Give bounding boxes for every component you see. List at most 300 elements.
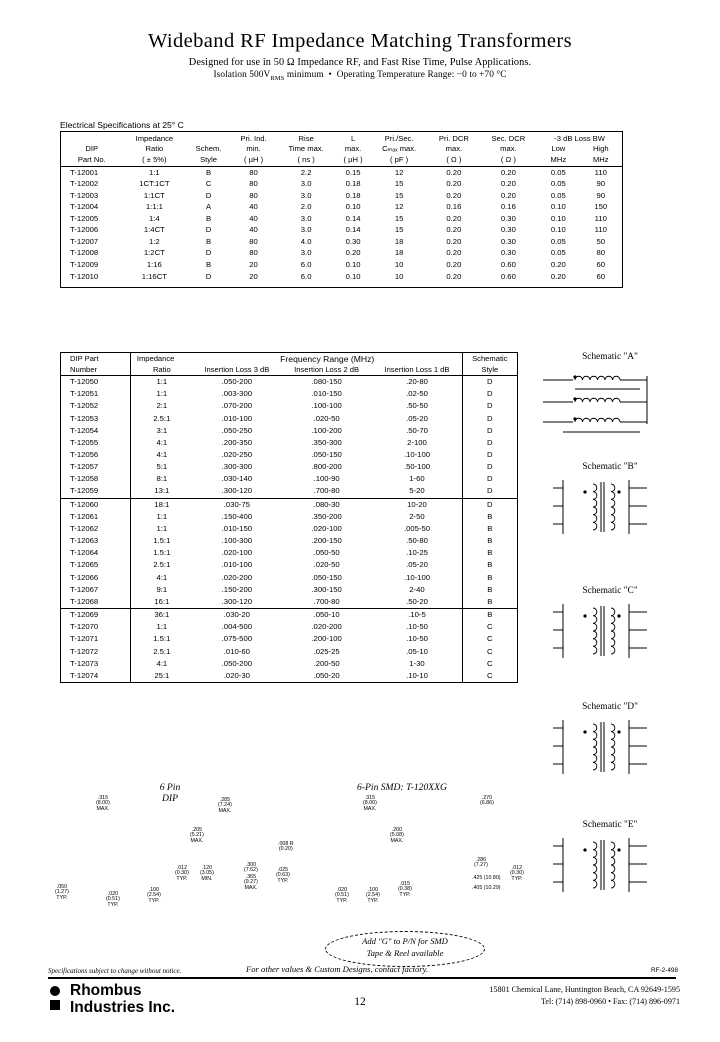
th-l3-6: ( pF ) [370, 155, 428, 167]
table-row [61, 271, 622, 283]
schematic-block-c [535, 586, 685, 670]
cell-value: 25:1 [130, 670, 192, 682]
cell-value: .700-80 [313, 596, 340, 606]
cell-value: .05-10 [406, 646, 428, 656]
cell-value: 1:1 [130, 621, 192, 633]
cell-part-number: T-12069 [61, 609, 130, 622]
dimension-dip-body-w: .285 (7.24) MAX. [218, 797, 232, 814]
table-row [61, 437, 517, 449]
table-row [61, 584, 517, 596]
table-row [61, 547, 517, 559]
dimension-dip-width: .315 (8.00) MAX. [96, 795, 110, 812]
cell-value: .300-300 [221, 462, 253, 472]
page-number: 12 [354, 996, 366, 1008]
cell-value: 80 [249, 167, 258, 177]
cell-value: 4:1 [130, 437, 192, 449]
cell-value: D [462, 486, 517, 499]
cell-value: 8:1 [130, 473, 192, 485]
th2-pn-1: DIP Part [70, 354, 99, 364]
cell-part-number: T-12070 [70, 622, 99, 632]
cell-value: 1.5:1 [130, 535, 192, 547]
cell-value: 3.0 [300, 213, 312, 223]
th-l1-3: Pri. Ind. [240, 134, 267, 143]
table-row [61, 658, 517, 670]
cell-value: .10-50 [406, 622, 428, 632]
schematic-block-d [535, 702, 685, 786]
cell-value: .05-20 [406, 413, 428, 423]
cell-value: 0.20 [446, 190, 462, 200]
callout-line1: Add "G" to P/N for SMD [362, 936, 448, 946]
cell-part-number: T-12066 [70, 572, 99, 582]
cell-part-number: T-12065 [70, 560, 99, 570]
th-l2-6: Cₘₐₓ max. [382, 144, 417, 154]
cell-value: .700-80 [313, 486, 340, 496]
cell-value: .10-100 [403, 572, 431, 582]
table-row [61, 461, 517, 473]
cell-value: .50-50 [406, 401, 428, 411]
frequency-range-table [60, 352, 518, 683]
cell-value: D [462, 388, 517, 400]
cell-value: 4:1 [130, 658, 192, 670]
company-address [489, 984, 680, 1007]
dimension-dip-pitch: .100 (2.54) TYP. [147, 887, 161, 904]
cell-part-number: T-12005 [70, 213, 99, 223]
cell-value: .080-150 [311, 377, 342, 387]
table-row [61, 634, 517, 646]
cell-value: .100-90 [313, 474, 340, 484]
cell-value: 110 [594, 167, 607, 177]
table-row [61, 225, 622, 237]
cell-value: D [462, 413, 517, 425]
cell-value: .800-200 [311, 462, 342, 472]
th-l2-8: max. [500, 144, 517, 154]
th-l1-2 [186, 134, 231, 144]
cell-value: .050-200 [221, 377, 253, 387]
table-row [61, 498, 517, 511]
cell-part-number: T-12059 [70, 486, 99, 496]
cell-value: 0.20 [345, 248, 361, 258]
cell-value: .200-150 [311, 536, 342, 546]
cell-value: .10-100 [403, 450, 431, 459]
cell-value: 0.30 [500, 213, 516, 223]
cell-value: .020-50 [313, 560, 340, 570]
cell-value: B [462, 596, 517, 609]
dimension-smd-depth: .270 (6.86) [480, 795, 494, 807]
cell-value: .50-80 [406, 536, 428, 546]
cell-value: 0.14 [345, 213, 361, 223]
company-name-line1: Rhombus [70, 982, 142, 999]
th-l2-1: Ratio [145, 144, 164, 154]
cell-value: 1-60 [409, 474, 425, 484]
table-row [61, 486, 517, 499]
smd-drawing-title: 6-Pin SMD: T-120XXG [357, 782, 447, 793]
cell-value: 2-50 [409, 511, 425, 521]
table-row [61, 535, 517, 547]
cell-value: B [462, 560, 517, 572]
cell-part-number: T-12072 [70, 646, 99, 656]
cell-value: 0.20 [446, 225, 462, 235]
cell-value: .003-300 [221, 389, 253, 399]
table1-body [61, 166, 622, 282]
cell-value: 0.20 [500, 190, 516, 200]
th2-ratio-1: Impedance [130, 353, 192, 365]
th-l1-5: L [350, 134, 356, 143]
schematic-label: Schematic "B" [582, 462, 638, 472]
cell-value: 1-30 [409, 658, 425, 668]
th-l3-7: ( Ω ) [428, 155, 479, 167]
cell-value: 0.60 [500, 271, 516, 281]
cell-value: 110 [594, 225, 607, 235]
cell-value: .100-200 [311, 425, 342, 435]
cell-part-number: T-12074 [70, 670, 99, 680]
th-l3-9: MHz [537, 155, 579, 167]
address-line1: 15801 Chemical Lane, Huntington Beach, CA 92649-1595 [489, 985, 680, 994]
th-l1-7: Pri. DCR [438, 134, 469, 143]
cell-value: 36:1 [130, 609, 192, 622]
cell-value: 80 [249, 179, 258, 189]
cell-value: B [462, 511, 517, 523]
dimension-smd-height: .200 (5.08) MAX. [390, 827, 404, 844]
cell-value: D [462, 425, 517, 437]
cell-value: 5:1 [130, 461, 192, 473]
cell-value: .030-20 [193, 609, 281, 622]
cell-value: 6.0 [300, 271, 312, 281]
cell-value: .300-150 [311, 584, 342, 594]
th2-loss2: Insertion Loss 2 dB [281, 365, 372, 376]
table-row [61, 609, 517, 622]
dimension-smd-width: .315 (8.00) MAX. [363, 795, 377, 812]
callout-line2: Tape & Reel available [366, 947, 444, 958]
th-l3-8: ( Ω ) [480, 155, 538, 167]
table-row [61, 413, 517, 425]
cell-value: .050-20 [313, 670, 340, 680]
th-l2-9: Low [551, 144, 566, 154]
cell-value: 80 [596, 248, 606, 258]
cell-value: B [462, 584, 517, 596]
cell-value: B [205, 167, 212, 177]
th-l3-4: ( ns ) [276, 155, 336, 167]
cell-value: .005-50 [403, 523, 431, 533]
cell-value: B [205, 260, 212, 270]
cell-value: 3.0 [300, 248, 312, 258]
cell-value: 0.05 [550, 179, 566, 189]
cell-value: .010-150 [311, 389, 342, 399]
cell-value: 16:1 [130, 596, 192, 609]
cell-value: C [462, 621, 517, 633]
schematic-symbol-c [535, 596, 685, 670]
cell-value: C [205, 179, 212, 189]
address-line2: Tel: (714) 898-0960 • Fax: (714) 896-0971 [541, 996, 680, 1006]
cell-value: 1.5:1 [130, 634, 192, 646]
cell-part-number: T-12051 [70, 389, 99, 399]
table-row [61, 511, 517, 523]
cell-value: 1:1CT [143, 190, 165, 200]
table-row [61, 646, 517, 658]
table-row [61, 248, 622, 260]
dimension-dip-span-a: .300 (7.62) [244, 862, 258, 874]
cell-value: 1:16 [146, 260, 162, 270]
cell-value: 2-40 [409, 584, 425, 594]
cell-part-number: T-12002 [70, 179, 99, 189]
cell-value: D [205, 271, 212, 281]
cell-value: 4.0 [300, 236, 312, 246]
cell-value: .200-50 [313, 658, 340, 668]
cell-value: 0.30 [500, 225, 516, 235]
cell-part-number: T-12061 [70, 511, 99, 521]
cell-value: 0.05 [550, 167, 566, 177]
cell-value: D [462, 376, 517, 389]
cell-value: 40 [249, 225, 258, 235]
cell-value: 1:2CT [143, 248, 165, 258]
cell-value: C [462, 670, 517, 682]
dimension-smd-thick: .015 (0.38) TYP. [398, 881, 412, 898]
th-l2-3: min. [246, 144, 261, 154]
cell-value: .020-30 [223, 670, 250, 680]
dimension-dip-lead-b: .120 (3.05) MIN. [200, 865, 214, 882]
cell-value: D [462, 498, 517, 511]
cell-value: B [462, 572, 517, 584]
th-l2-2: Schem. [195, 144, 222, 154]
cell-value: B [205, 213, 212, 223]
dimension-dip-pad: .025 (0.63) TYP. [276, 867, 290, 884]
cell-part-number: T-12003 [70, 190, 99, 200]
th-l3-2: Style [186, 155, 231, 167]
cell-part-number: T-12006 [70, 225, 99, 235]
cell-value: B [462, 523, 517, 535]
dimension-smd-span-a: .425 (10.80) [472, 875, 501, 881]
cell-part-number: T-12054 [70, 425, 99, 435]
table-row [61, 213, 622, 225]
table-row [61, 572, 517, 584]
cell-value: .020-200 [221, 572, 253, 582]
schematic-block-a [535, 352, 685, 442]
cell-value: 2.5:1 [130, 413, 192, 425]
cell-value: D [462, 473, 517, 485]
cell-value: 80 [249, 248, 258, 258]
cell-value: .10-10 [406, 670, 428, 680]
cell-value: 0.16 [500, 202, 516, 212]
cell-value: .10-5 [372, 609, 462, 622]
table-row [61, 401, 517, 413]
cell-value: 0.14 [345, 225, 361, 235]
table-row [61, 259, 622, 271]
footer-divider [48, 977, 676, 979]
table2-body [61, 376, 517, 682]
cell-value: 0.10 [550, 225, 566, 235]
cell-value: 0.10 [345, 260, 361, 270]
cell-value: 90 [596, 179, 606, 189]
cell-value: 0.20 [446, 260, 462, 270]
dimension-smd-body: .286 (7.27) [474, 857, 488, 869]
cell-value: 2.0 [300, 202, 312, 212]
cell-value: .100-100 [311, 401, 342, 411]
cell-value: .050-50 [313, 548, 340, 558]
cell-value: 0.20 [446, 179, 462, 189]
cell-part-number: T-12007 [70, 236, 99, 246]
dimension-dip-leadwidth: .020 (0.51) TYP. [106, 891, 120, 908]
table2-header-row-2 [61, 365, 517, 376]
cell-value: 0.18 [345, 179, 361, 189]
table1-head [61, 134, 622, 166]
temp-range-text: Operating Temperature Range: −0 to +70 °C [336, 69, 507, 80]
cell-value: .025-25 [313, 646, 340, 656]
cell-value: .10-50 [406, 634, 428, 644]
cell-part-number: T-12053 [70, 413, 99, 423]
cell-value: .50-70 [406, 425, 428, 435]
cell-value: .050-150 [311, 450, 342, 459]
cell-value: 20 [249, 260, 258, 270]
cell-value: 0.15 [345, 167, 361, 177]
cell-value: 3:1 [130, 425, 192, 437]
cell-value: D [205, 190, 212, 200]
th-l2-5: max. [344, 144, 362, 154]
cell-part-number: T-12001 [70, 167, 99, 177]
table-row [61, 621, 517, 633]
th-l2-10: High [592, 144, 609, 154]
cell-value: .075-500 [221, 634, 253, 644]
cell-value: 0.18 [345, 190, 361, 200]
electrical-spec-table [60, 131, 623, 288]
cell-value: D [462, 449, 517, 461]
cell-value: 0.05 [550, 190, 566, 200]
smd-ordering-callout [325, 931, 485, 967]
table-row [61, 425, 517, 437]
cell-value: .020-100 [311, 523, 342, 533]
table-row [61, 376, 517, 389]
table-row [61, 166, 622, 178]
cell-value: .100-300 [221, 536, 253, 546]
cell-value: 15 [394, 179, 404, 189]
cell-value: .030-140 [221, 474, 253, 484]
cell-value: A [205, 202, 212, 212]
cell-value: 20 [249, 271, 258, 281]
cell-value: .350-300 [311, 437, 342, 447]
cell-part-number: T-12062 [70, 523, 99, 533]
table1-header-row-2 [61, 144, 622, 154]
cell-value: 0.30 [500, 236, 516, 246]
cell-value: 3.0 [300, 190, 312, 200]
th2-freq-group: Frequency Range (MHz) [280, 353, 375, 364]
footer-custom-designs-note: For other values & Custom Designs, contact factory. [246, 964, 429, 974]
cell-value: 2.5:1 [130, 646, 192, 658]
document-header [0, 30, 720, 81]
table-row [61, 449, 517, 461]
cell-part-number: T-12073 [70, 658, 99, 668]
electrical-spec-caption: Electrical Specifications at 25° C [60, 120, 184, 130]
cell-value: 1:1:1 [145, 202, 163, 212]
th-l3-1: ( ± 5%) [123, 155, 187, 167]
cell-value: C [462, 658, 517, 670]
th-l1-0 [61, 134, 123, 144]
cell-part-number: T-12010 [70, 271, 99, 281]
cell-value: 0.60 [500, 260, 516, 270]
cell-value: 15 [394, 225, 404, 235]
cell-part-number: T-12056 [70, 450, 99, 459]
subtitle-separator: • [328, 69, 332, 80]
schematic-label: Schematic "E" [582, 820, 638, 830]
cell-value: 4:1 [130, 449, 192, 461]
cell-value: 5-20 [409, 486, 425, 496]
cell-value: 60 [596, 260, 606, 270]
th-l2-0: DIP [85, 144, 99, 154]
cell-value: 0.10 [550, 213, 566, 223]
table-row [61, 236, 622, 248]
cell-value: .050-10 [281, 609, 372, 622]
cell-part-number: T-12068 [70, 596, 99, 606]
cell-value: .200-350 [221, 437, 253, 447]
cell-value: .200-100 [311, 634, 342, 644]
cell-value: .010-150 [221, 523, 253, 533]
cell-part-number: T-12060 [61, 498, 130, 511]
table1-header-row-1 [61, 134, 622, 144]
cell-value: C [462, 634, 517, 646]
cell-value: 9:1 [130, 584, 192, 596]
cell-value: 0.20 [446, 236, 462, 246]
isolation-sub: RMS [270, 74, 285, 82]
page-title: Wideband RF Impedance Matching Transformers [147, 30, 573, 52]
schematic-label: Schematic "D" [582, 702, 638, 712]
th2-sch-1: Schematic [462, 353, 517, 365]
table-row [61, 179, 622, 191]
footer-spec-notice: Specifications subject to change without notice. [48, 967, 182, 975]
cell-value: 0.05 [550, 248, 566, 258]
cell-value: .010-100 [221, 560, 253, 570]
cell-value: .070-200 [221, 401, 253, 411]
cell-value: .020-100 [221, 548, 253, 558]
cell-value: .010-100 [221, 413, 253, 423]
cell-value: .050-250 [221, 425, 253, 435]
cell-value: 0.20 [446, 271, 462, 281]
dimension-smd-pad: .012 (0.30) TYP. [510, 865, 524, 882]
cell-part-number: T-12004 [70, 202, 99, 212]
cell-value: 1:1 [149, 167, 160, 177]
cell-value: .50-20 [406, 596, 428, 606]
cell-value: 3.0 [300, 179, 312, 189]
table-row [61, 388, 517, 400]
schematic-symbol-a [535, 362, 685, 442]
cell-value: 0.10 [550, 202, 566, 212]
cell-value: .020-250 [221, 450, 253, 459]
subtitle-application: Designed for use in 50 Ω Impedance RF, and Fast Rise Time, Pulse Applications. [188, 56, 532, 68]
cell-value: 0.20 [446, 248, 462, 258]
cell-value: 60 [596, 271, 606, 281]
cell-part-number: T-12058 [70, 474, 99, 484]
cell-value: 110 [594, 213, 607, 223]
cell-value: 1:4 [149, 213, 160, 223]
schematic-symbol-b [535, 472, 685, 546]
cell-value: 0.16 [446, 202, 462, 212]
dimension-dip-lead-a: .012 (0.30) TYP. [175, 865, 189, 882]
th2-loss1: Insertion Loss 1 dB [372, 365, 462, 376]
cell-value: .050-200 [221, 658, 253, 668]
table-row [61, 473, 517, 485]
cell-value: C [462, 646, 517, 658]
cell-value: 40 [249, 213, 258, 223]
cell-value: 0.30 [345, 236, 361, 246]
th-l2-4: Time max. [288, 144, 324, 154]
dimension-dip-span-b: .365 (9.27) MAX. [244, 874, 258, 891]
cell-value: .300-120 [221, 486, 253, 496]
cell-value: 18 [394, 248, 404, 258]
table-row [61, 190, 622, 202]
cell-value: B [205, 236, 212, 246]
cell-value: .150-400 [221, 511, 253, 521]
th2-ratio-2: Ratio [130, 365, 192, 376]
cell-value: 2-100 [407, 437, 427, 447]
schematic-block-b [535, 462, 685, 546]
cell-part-number: T-12057 [70, 462, 99, 472]
cell-value: 10 [394, 260, 404, 270]
